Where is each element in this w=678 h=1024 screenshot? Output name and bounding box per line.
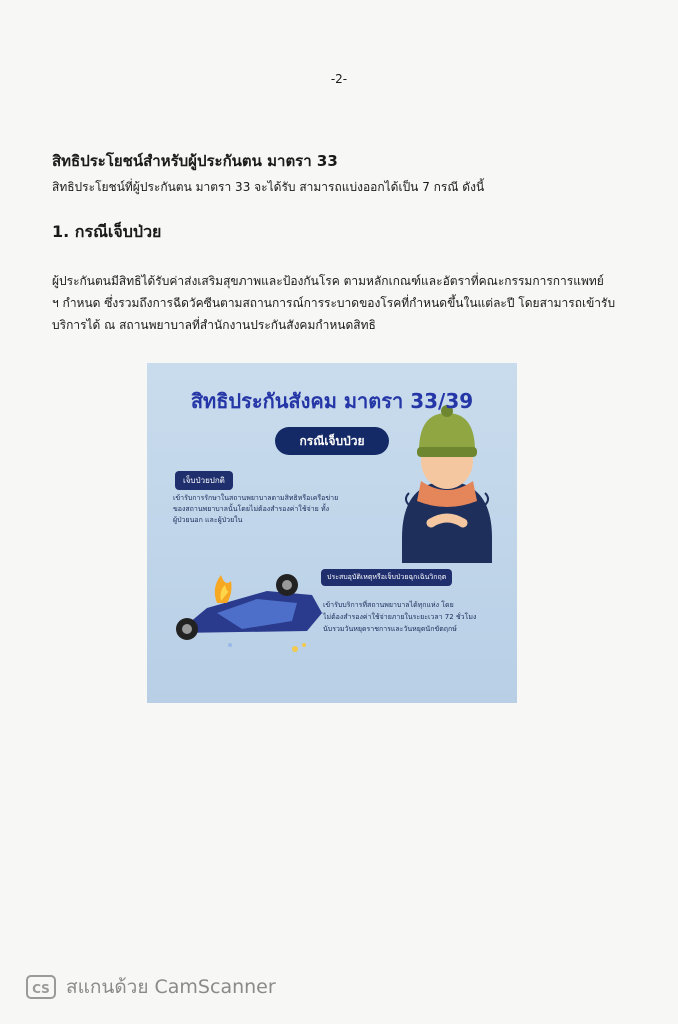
page-number: -2- (330, 72, 348, 86)
camscanner-watermark: สแกนด้วย CamScanner (66, 976, 276, 998)
normal-illness-tag: เจ็บป่วยปกติ (175, 471, 233, 490)
body-paragraph (52, 270, 632, 336)
normal-illness-text (173, 493, 383, 526)
overturned-car-illustration (176, 574, 322, 652)
emergency-text (323, 599, 513, 635)
emergency-line: เข้ารับบริการที่สถานพยาบาลได้ทุกแห่ง โดย (323, 601, 454, 609)
section-heading: 1. กรณีเจ็บป่วย (52, 222, 162, 241)
infographic (147, 363, 517, 703)
infographic-title: สิทธิประกันสังคม มาตรา 33/39 (190, 389, 474, 413)
page-subtitle: สิทธิประโยชน์ที่ผู้ประกันตน มาตรา 33 จะได้รับ สามารถแบ่งออกได้เป็น 7 กรณี ดังนี้ (52, 180, 485, 194)
camscanner-footer (26, 972, 276, 1002)
case-pill-badge: กรณีเจ็บป่วย (275, 427, 389, 455)
camscanner-logo-icon: CS (26, 975, 56, 999)
emergency-line: ไม่ต้องสำรองค่าใช้จ่ายภายในระยะเวลา 72 ชั่วโมง (323, 613, 477, 621)
emergency-line: นับรวมวันหยุดราชการและวันหยุดนักขัตฤกษ์ (323, 625, 457, 633)
page-title: สิทธิประโยชน์สำหรับผู้ประกันตน มาตรา 33 (52, 152, 338, 170)
normal-illness-line: ผู้ป่วยนอก และผู้ป่วยใน (173, 516, 243, 524)
body-line: ฯ กำหนด ซึ่งรวมถึงการฉีดวัคซีนตามสถานการณ์การระบาดของโรคที่กำหนดขึ้นในแต่ละปี โดยสามารถเข้ารับ (52, 296, 616, 310)
sick-person-illustration (402, 405, 492, 563)
normal-illness-line: ของสถานพยาบาลนั้นโดยไม่ต้องสำรองค่าใช้จ่าย ทั้ง (173, 505, 329, 513)
emergency-tag: ประสบอุบัติเหตุหรือเจ็บป่วยฉุกเฉินวิกฤต (321, 569, 452, 586)
normal-illness-line: เข้ารับการรักษาในสถานพยาบาลตามสิทธิหรือเครือข่าย (173, 494, 339, 502)
body-line: ผู้ประกันตนมีสิทธิได้รับค่าส่งเสริมสุขภาพและป้องกันโรค ตามหลักเกณฑ์และอัตราที่คณะกรรมการการแพทย์ (52, 274, 604, 288)
body-line: บริการได้ ณ สถานพยาบาลที่สำนักงานประกันสังคมกำหนดสิทธิ (52, 318, 376, 332)
